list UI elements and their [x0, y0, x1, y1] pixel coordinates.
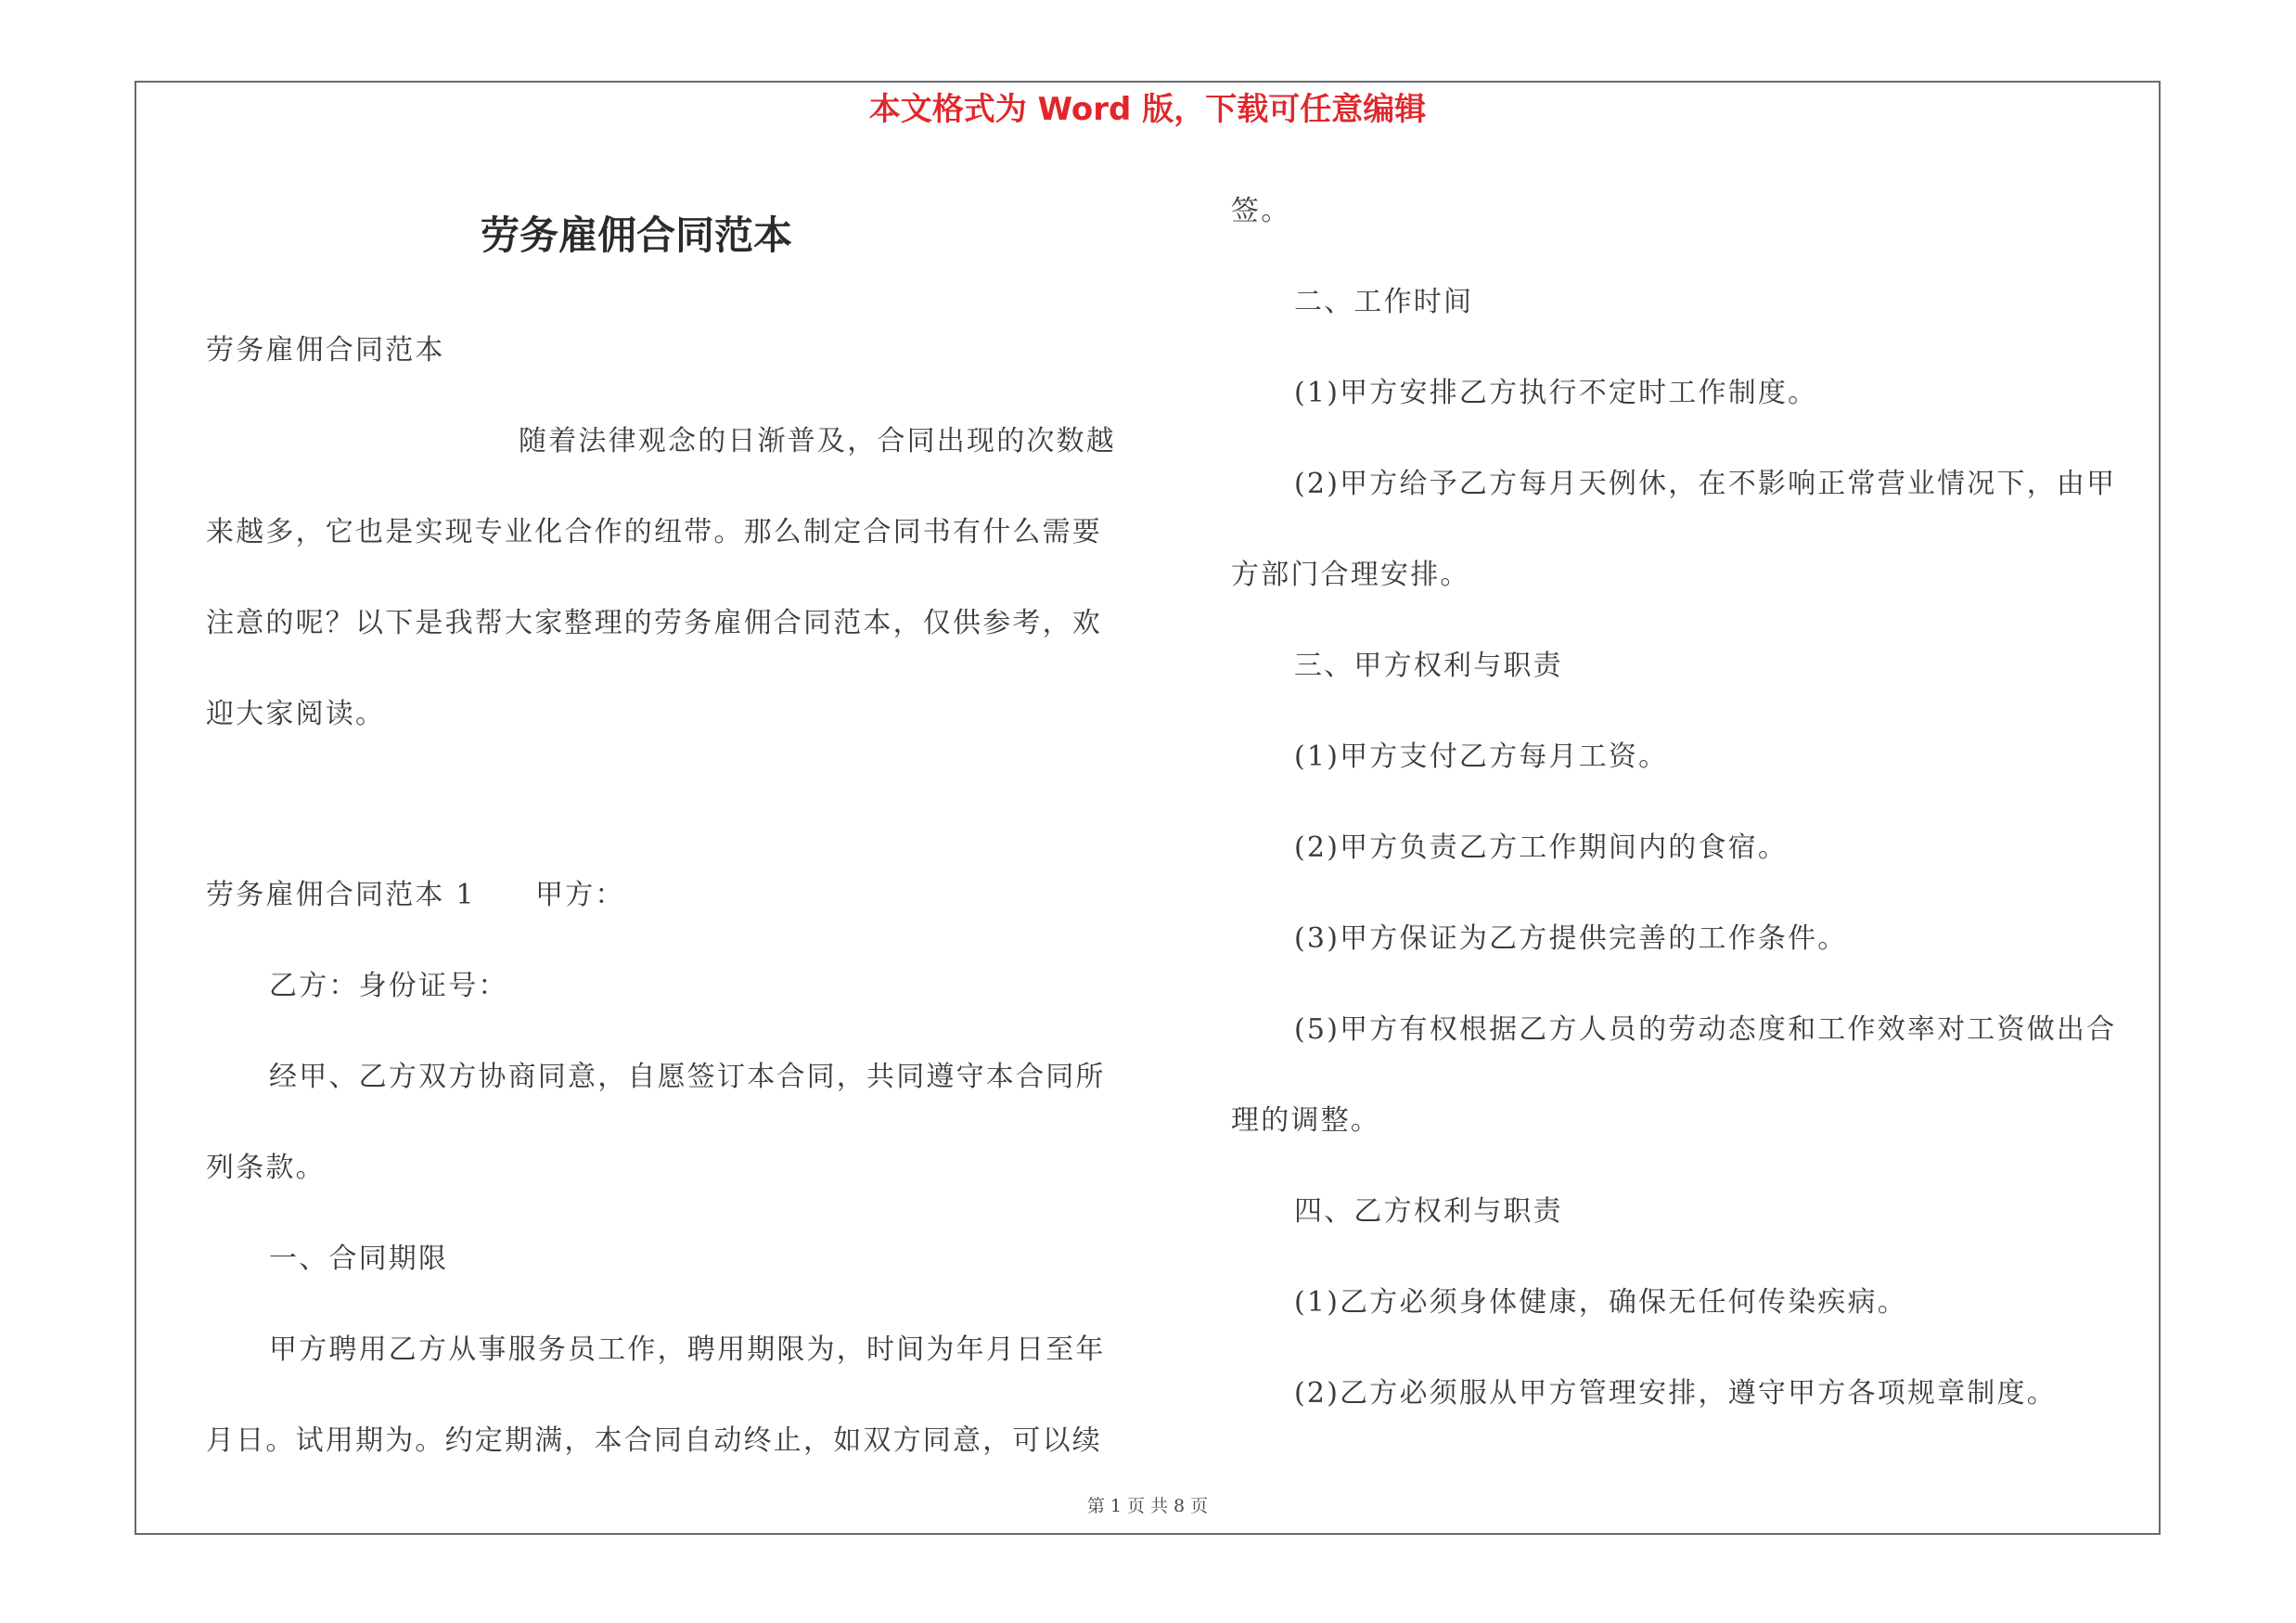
paragraph-line: (1)甲方安排乙方执行不定时工作制度。 [1294, 377, 1818, 409]
paragraph-line: 劳务雇佣合同范本 [206, 334, 445, 367]
paragraph-line: 经甲、乙方双方协商同意，自愿签订本合同，共同遵守本合同所 [269, 1061, 1106, 1093]
paragraph-line: 甲方聘用乙方从事服务员工作，聘用期限为，时间为年月日至年 [269, 1333, 1106, 1366]
paragraph-line: (1)乙方必须身体健康，确保无任何传染疾病。 [1294, 1286, 1907, 1319]
paragraph-line: 迎大家阅读。 [206, 698, 386, 730]
paragraph-line: 注意的呢？以下是我帮大家整理的劳务雇佣合同范本，仅供参考，欢 [206, 607, 1102, 639]
paragraph-line: 来越多，它也是实现专业化合作的纽带。那么制定合同书有什么需要 [206, 516, 1102, 548]
paragraph-line: (2)甲方给予乙方每月天例休，在不影响正常营业情况下，由甲 [1294, 468, 2117, 500]
paragraph-line: 列条款。 [206, 1152, 326, 1184]
paragraph-line: (1)甲方支付乙方每月工资。 [1294, 741, 1669, 773]
paragraph-line: (2)甲方负责乙方工作期间内的食宿。 [1294, 831, 1789, 864]
editable-notice-banner: 本文格式为 Word 版，下载可任意编辑 [868, 91, 1427, 128]
paragraph-line: 乙方：身份证号： [269, 970, 508, 1002]
document-title: 劳务雇佣合同范本 [480, 213, 792, 258]
section-heading: 三、甲方权利与职责 [1294, 650, 1563, 682]
section-heading: 四、乙方权利与职责 [1294, 1195, 1563, 1228]
section-heading: 一、合同期限 [269, 1243, 449, 1275]
paragraph-line: 劳务雇佣合同范本 1 甲方： [206, 879, 625, 911]
paragraph-line: 理的调整。 [1231, 1104, 1380, 1137]
paragraph-line: 方部门合理安排。 [1231, 559, 1470, 591]
paragraph-line: (3)甲方保证为乙方提供完善的工作条件。 [1294, 922, 1848, 955]
page-number-footer: 第 1 页 共 8 页 [1086, 1496, 1209, 1516]
paragraph-line: (2)乙方必须服从甲方管理安排，遵守甲方各项规章制度。 [1294, 1377, 2057, 1410]
paragraph-line: (5)甲方有权根据乙方人员的劳动态度和工作效率对工资做出合 [1294, 1013, 2117, 1046]
paragraph-line: 随着法律观念的日渐普及，合同出现的次数越 [519, 425, 1116, 457]
section-heading: 二、工作时间 [1294, 286, 1474, 318]
paragraph-line: 月日。试用期为。约定期满，本合同自动终止，如双方同意，可以续 [206, 1424, 1102, 1457]
paragraph-line: 签。 [1231, 195, 1291, 227]
